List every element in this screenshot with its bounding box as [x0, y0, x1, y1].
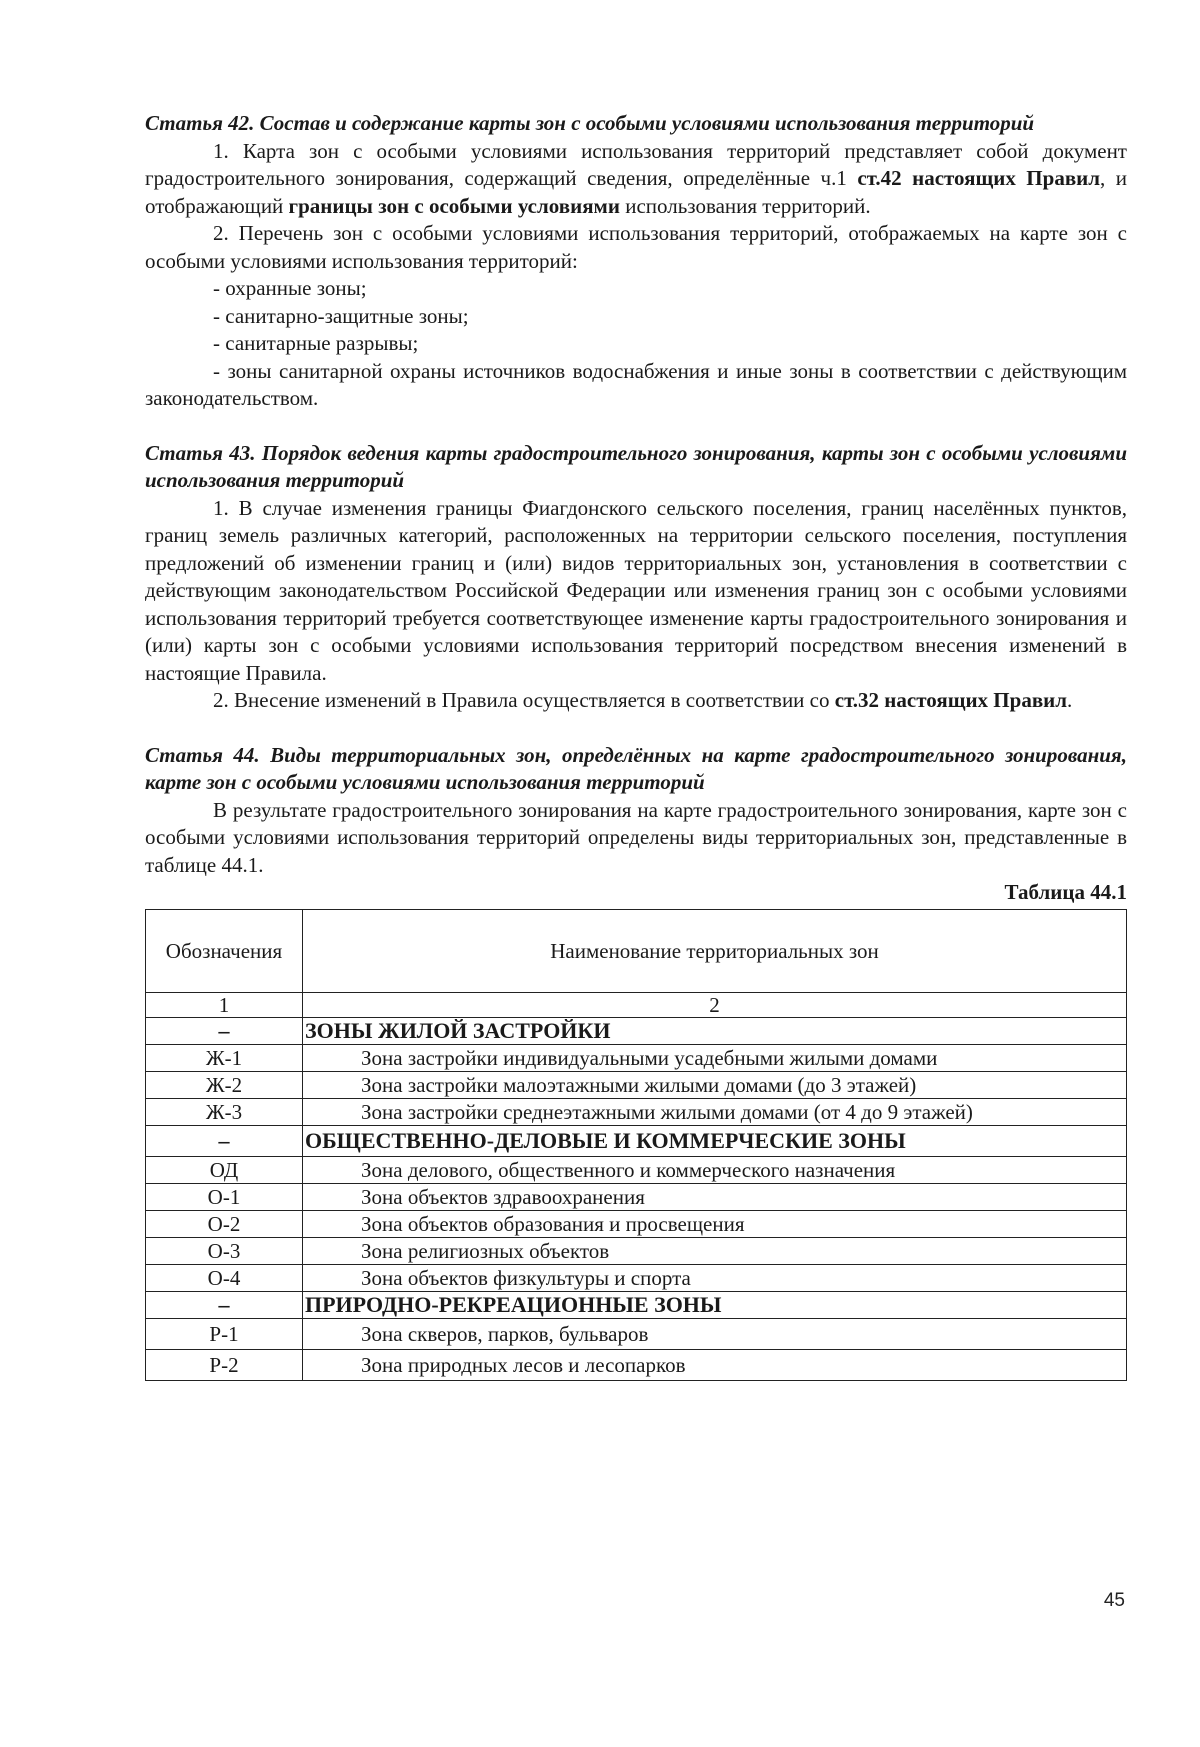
document-page: [145, 110, 1127, 1381]
zone-name: Зона объектов здравоохранения: [303, 1183, 1127, 1210]
list-item: - охранные зоны;: [213, 276, 367, 300]
zone-code: О-1: [146, 1183, 303, 1210]
zone-code: ОД: [146, 1156, 303, 1183]
zone-code: –: [146, 1017, 303, 1044]
zones-table: [145, 909, 1127, 1381]
table-header-row: [146, 909, 1127, 992]
article-43-paragraph-2: 2. Внесение изменений в Правила осуществляется в соответствии со ст.32 настоящих Правил.: [213, 688, 1073, 712]
table-caption: Таблица 44.1: [1004, 880, 1127, 904]
zone-group-title: ЗОНЫ ЖИЛОЙ ЗАСТРОЙКИ: [303, 1017, 1127, 1044]
zone-group-title: ОБЩЕСТВЕННО-ДЕЛОВЫЕ И КОММЕРЧЕСКИЕ ЗОНЫ: [303, 1125, 1127, 1156]
list-item: - зоны санитарной охраны источников водоснабжения и иные зоны в соответствии с действующим законодательством.: [145, 358, 1127, 410]
zone-name: Зона природных лесов и лесопарков: [303, 1349, 1127, 1380]
article-43-paragraph-1: 1. В случае изменения границы Фиагдонского сельского поселения, границ населённых пунктов, границ земель различных категорий, расположенных на территории сельского поселения, поступления предложений об изменении границ и (или) видов территориальных зон, установления в соответствии с действующим законодательством Российской Федерации или изменения границ зон с особыми условиями использования территорий требуется соответствующее изменение карты градостроительного зонирования и (или) карты зон с особыми условиями использования территорий посредством внесения изменений в настоящие Правила.: [145, 495, 1127, 685]
list-item: - санитарные разрывы;: [213, 331, 419, 355]
page-number: 45: [1103, 1590, 1125, 1611]
zone-code: Ж-1: [146, 1044, 303, 1071]
zone-code: О-2: [146, 1210, 303, 1237]
zone-name: Зона застройки индивидуальными усадебными жилыми домами: [303, 1044, 1127, 1071]
zone-code: Ж-2: [146, 1071, 303, 1098]
table-group-row: [146, 1017, 1127, 1044]
table-row: [146, 1349, 1127, 1380]
zone-code: Р-1: [146, 1318, 303, 1349]
zone-code: –: [146, 1125, 303, 1156]
table-row: [146, 1318, 1127, 1349]
table-row: [146, 1264, 1127, 1291]
article-43-heading: Статья 43. Порядок ведения карты градостроительного зонирования, карты зон с особыми условиями использования территорий: [145, 440, 1127, 492]
table-group-row: [146, 1125, 1127, 1156]
table-row: [146, 1098, 1127, 1125]
zone-name: Зона скверов, парков, бульваров: [303, 1318, 1127, 1349]
zone-code: О-3: [146, 1237, 303, 1264]
article-42-heading: Статья 42. Состав и содержание карты зон с особыми условиями использования территорий: [145, 111, 1035, 135]
zone-name: Зона объектов образования и просвещения: [303, 1210, 1127, 1237]
zone-name: Зона застройки малоэтажными жилыми домами (до 3 этажей): [303, 1071, 1127, 1098]
zone-code: Р-2: [146, 1349, 303, 1380]
table-group-row: [146, 1291, 1127, 1318]
column-header-name: Наименование территориальных зон: [303, 909, 1127, 992]
zone-code: –: [146, 1291, 303, 1318]
zone-group-title: ПРИРОДНО-РЕКРЕАЦИОННЫЕ ЗОНЫ: [303, 1291, 1127, 1318]
zone-name: Зона объектов физкультуры и спорта: [303, 1264, 1127, 1291]
table-row: [146, 1044, 1127, 1071]
article-42-paragraph-2: 2. Перечень зон с особыми условиями использования территорий, отображаемых на карте зон с особыми условиями использования территорий:: [145, 221, 1127, 273]
column-number-row: [146, 992, 1127, 1017]
column-number-1: 1: [146, 992, 303, 1017]
column-number-2: 2: [303, 992, 1127, 1017]
zone-code: О-4: [146, 1264, 303, 1291]
table-row: [146, 1156, 1127, 1183]
zone-code: Ж-3: [146, 1098, 303, 1125]
zone-name: Зона застройки среднеэтажными жилыми домами (от 4 до 9 этажей): [303, 1098, 1127, 1125]
article-44-heading: Статья 44. Виды территориальных зон, определённых на карте градостроительного зонирования, карте зон с особыми условиями использования территорий: [145, 742, 1127, 794]
article-42-paragraph-1: 1. Карта зон с особыми условиями использования территорий представляет собой документ градостроительного зонирования, содержащий сведения, определённые ч.1 ст.42 настоящих Правил, и отображающий границы зон с особыми условиями использования территорий.: [145, 138, 1127, 218]
table-row: [146, 1210, 1127, 1237]
column-header-code: Обозначения: [146, 909, 303, 992]
zone-name: Зона религиозных объектов: [303, 1237, 1127, 1264]
table-row: [146, 1183, 1127, 1210]
article-44-paragraph-1: В результате градостроительного зонирования на карте градостроительного зонирования, карте зон с особыми условиями использования территорий определены виды территориальных зон, представленные в таблице 44.1.: [145, 797, 1127, 877]
list-item: - санитарно-защитные зоны;: [213, 303, 469, 328]
zone-name: Зона делового, общественного и коммерческого назначения: [303, 1156, 1127, 1183]
table-row: [146, 1071, 1127, 1098]
table-row: [146, 1237, 1127, 1264]
